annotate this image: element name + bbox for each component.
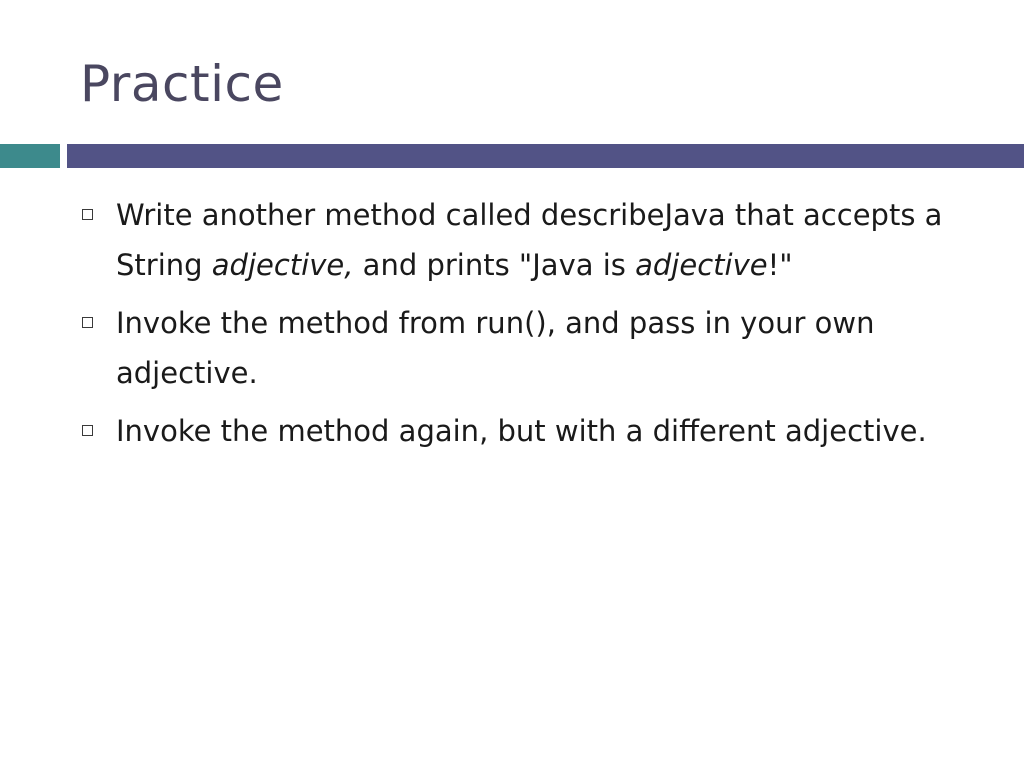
bullet-item-2 [80,298,980,398]
hollow-square-icon [82,317,93,328]
slide-title: Practice [80,55,284,113]
bullet-3-text: Invoke the method again, but with a different adjective. [116,414,927,448]
bullet-item-3 [80,406,980,456]
bullet-list [80,190,980,464]
bullet-1-text-c: !" [767,248,793,282]
bullet-1-italic-adjective-2: adjective [635,248,768,282]
bullet-1-italic-adjective: adjective, [211,248,354,282]
hollow-square-icon [82,425,93,436]
bullet-2-text: Invoke the method from run(), and pass in your own adjective. [116,306,875,390]
bullet-item-1 [80,190,980,290]
accent-bar-teal [0,144,60,168]
bullet-1-text-a: Write another method called describeJava that accepts a String [116,198,943,282]
bullet-1-text-b: and prints "Java is [353,248,636,282]
hollow-square-icon [82,209,93,220]
accent-bar-purple [67,144,1024,168]
